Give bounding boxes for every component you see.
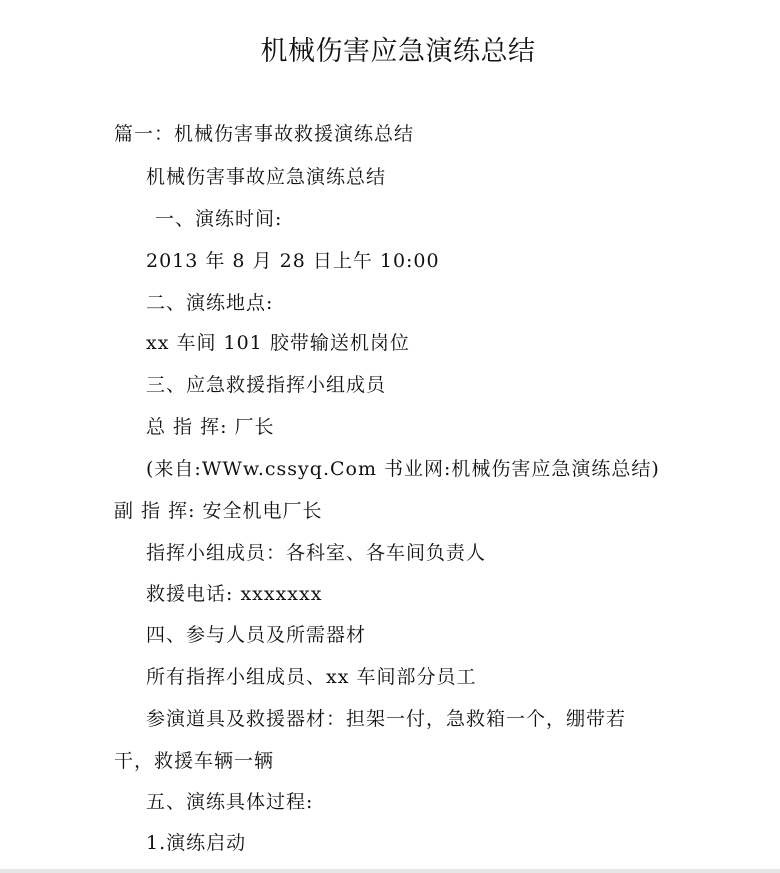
drill-time: 2013 年 8 月 28 日上午 10:00: [146, 250, 440, 272]
equipment-line-2: 干，救援车辆一辆: [114, 750, 275, 772]
process-step-1: 1.演练启动: [146, 832, 247, 854]
document-title: 机械伤害应急演练总结: [260, 36, 536, 67]
item-heading-process: 五、演练具体过程:: [146, 791, 314, 813]
chief-commander: 总 指 挥: 厂长: [146, 416, 275, 438]
page-bottom-edge: [0, 869, 780, 873]
item-heading-location: 二、演练地点:: [146, 292, 274, 314]
equipment-line-1: 参演道具及救援器材：担架一付，急救箱一个，绷带若: [146, 708, 627, 730]
source-note: (来自:WWw.cssyq.Com 书业网:机械伤害应急演练总结): [146, 458, 660, 480]
section-heading: 篇一：机械伤害事故救援演练总结: [114, 123, 415, 145]
item-heading-participants: 四、参与人员及所需器材: [146, 624, 367, 646]
participants: 所有指挥小组成员、xx 车间部分员工: [146, 666, 477, 688]
subtitle: 机械伤害事故应急演练总结: [146, 166, 387, 188]
deputy-commander: 副 指 挥: 安全机电厂长: [114, 500, 323, 522]
rescue-phone: 救援电话: xxxxxxx: [146, 583, 323, 605]
drill-location: xx 车间 101 胶带输送机岗位: [146, 332, 410, 354]
item-heading-command-group: 三、应急救援指挥小组成员: [146, 374, 387, 396]
item-heading-time: 一、演练时间:: [155, 208, 283, 230]
group-members: 指挥小组成员：各科室、各车间负责人: [146, 542, 487, 564]
